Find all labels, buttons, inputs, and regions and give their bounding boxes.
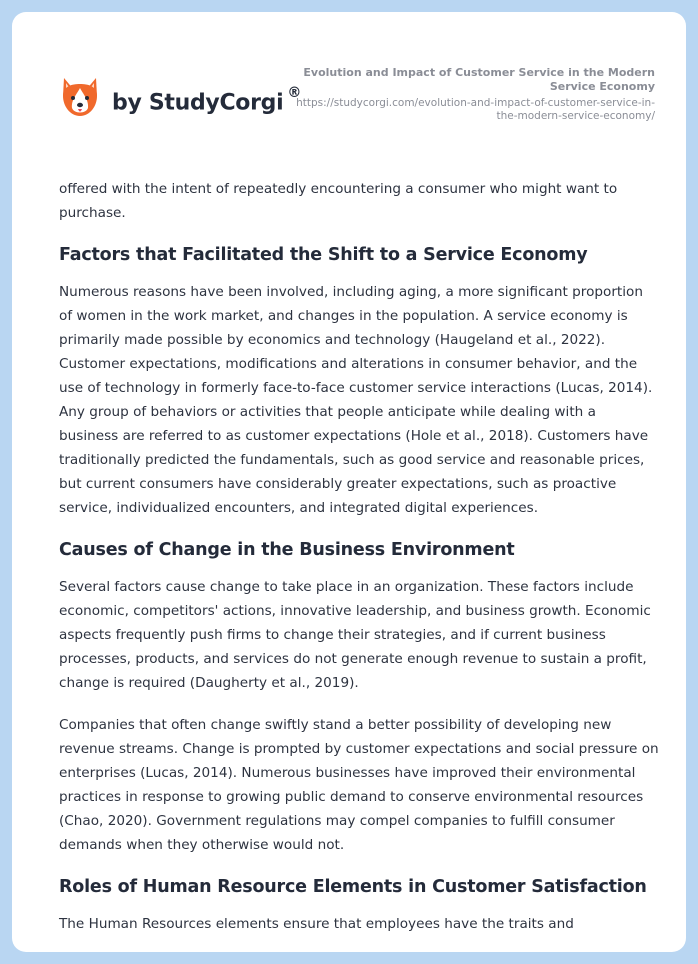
section-heading-human-resources: Roles of Human Resource Elements in Customer Satisfaction	[59, 877, 647, 897]
document-meta	[295, 66, 655, 123]
intro-paragraph: offered with the intent of repeatedly encountering a consumer who might want to purchase.	[59, 181, 618, 221]
registered-mark: ®	[287, 84, 302, 101]
section-heading-service-economy: Factors that Facilitated the Shift to a Service Economy	[59, 245, 588, 265]
section-heading-business-change: Causes of Change in the Business Environment	[59, 540, 515, 560]
section-paragraph-business-change-1: Several factors cause change to take place in an organization. These factors include economic, competitors' actions, innovative leadership, and business growth. Economic aspects frequently push firms to change their strategies, and if current business processes, products, and services do not generate enough revenue to sustain a profit, change is required (Daugherty et al., 2019).	[59, 579, 651, 691]
document-page	[12, 12, 686, 952]
brand-name: by StudyCorgi ®	[112, 84, 302, 116]
section-paragraph-human-resources: The Human Resources elements ensure that employees have the traits and	[59, 916, 574, 932]
document-title: Evolution and Impact of Customer Service in the Modern Service Economy	[303, 66, 655, 93]
section-paragraph-business-change-2: Companies that often change swiftly stand a better possibility of developing new revenue streams. Change is prompted by customer expectations and social pressure on enterprises (Lucas, 2014). Numerous businesses have improved their environmental practices in response to growing public demand to conserve environmental resources (Chao, 2020). Government regulations may compel companies to fulfill consumer demands when they otherwise would not.	[59, 717, 659, 853]
document-url[interactable]: https://studycorgi.com/evolution-and-impact-of-customer-service-in-the-modern-service-economy/	[296, 97, 655, 122]
corgi-logo-icon	[60, 76, 100, 120]
section-paragraph-service-economy: Numerous reasons have been involved, including aging, a more significant proportion of women in the work market, and changes in the population. A service economy is primarily made possible by economics and technology (Haugeland et al., 2022). Customer expectations, modifications and alterations in consumer behavior, and the use of technology in formerly face-to-face customer service interactions (Lucas, 2014). Any group of behaviors or activities that people anticipate while dealing with a business are referred to as customer expectations (Hole et al., 2018). Customers have traditionally predicted the fundamentals, such as good service and reasonable prices, but current consumers have considerably greater expectations, such as proactive service, individualized encounters, and integrated digital experiences.	[59, 284, 653, 516]
page-header	[12, 12, 686, 162]
studycorgi-logo[interactable]	[60, 76, 301, 120]
article-body	[59, 177, 659, 936]
